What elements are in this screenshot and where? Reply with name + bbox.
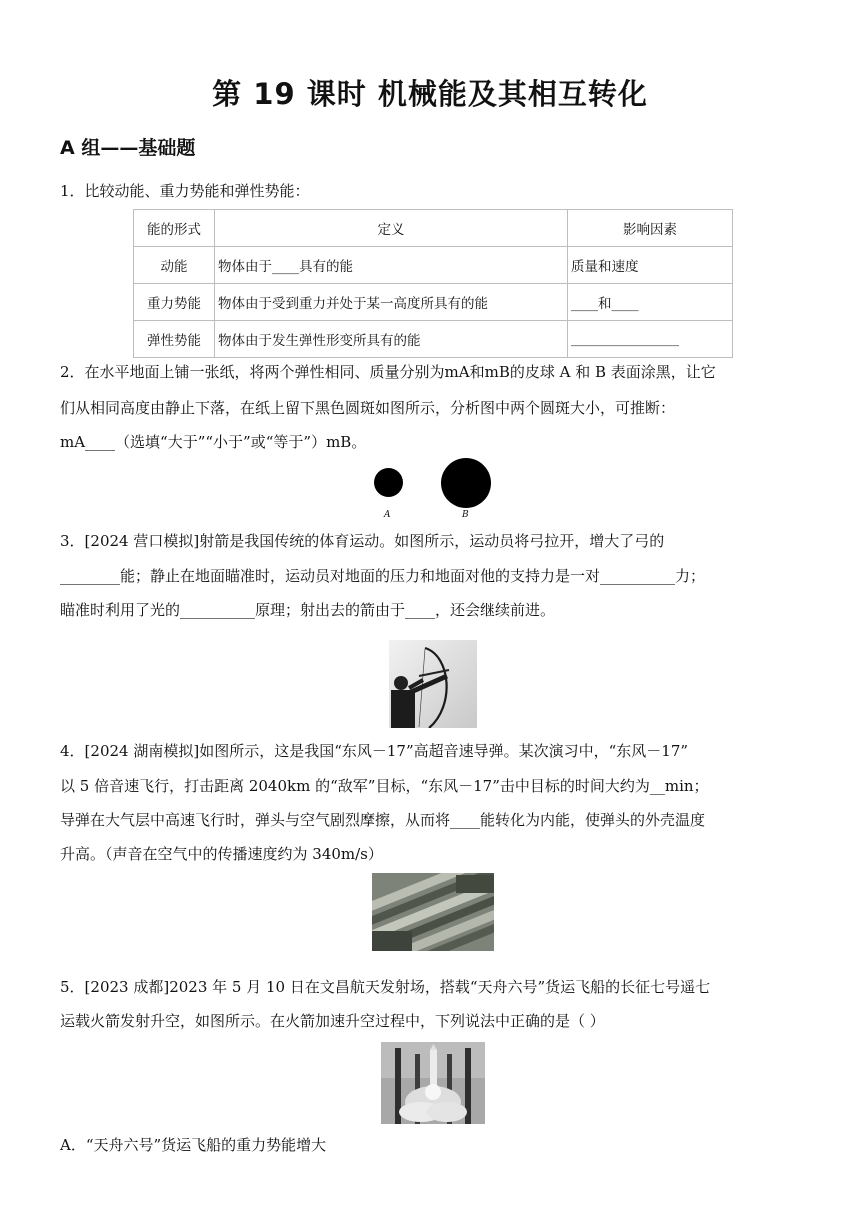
table-cell-factors: ________________ [568,321,733,358]
spot-a-label: A [384,510,391,520]
q3-line-2: ________能；静止在地面瞄准时，运动员对地面的压力和地面对他的支持力是一对__________力； [60,567,706,585]
q1-stem: 1．比较动能、重力势能和弹性势能： [60,182,310,200]
table-cell-factors: 质量和速度 [568,247,733,284]
spot-a [374,468,403,497]
q5-line-2: 运载火箭发射升空，如图所示。在火箭加速升空过程中，下列说法中正确的是（ ） [60,1012,605,1030]
spots-figure [370,458,500,524]
energy-table [133,209,733,358]
table-row [134,321,733,358]
table-row [134,247,733,284]
table-cell-form: 重力势能 [134,284,215,321]
q4-line-1: 4．[2024 湖南模拟]如图所示，这是我国“东风－17”高超音速导弹。某次演习中，“东风－17” [60,742,689,760]
table-cell-definition: 物体由于____具有的能 [215,247,568,284]
missile-image [372,873,494,951]
spot-b [441,458,491,508]
table-header: 影响因素 [568,210,733,247]
q5-line-1: 5．[2023 成都]2023 年 5 月 10 日在文昌航天发射场，搭载“天舟六号”货运飞船的长征七号遥七 [60,978,711,996]
q2-line-2: 们从相同高度由静止下落，在纸上留下黑色圆斑如图所示，分析图中两个圆斑大小，可推断： [60,399,676,417]
q4-line-2: 以 5 倍音速飞行，打击距离 2040km 的“敌军”目标，“东风－17”击中目标的时间大约为__min； [60,777,709,795]
table-cell-definition: 物体由于发生弹性形变所具有的能 [215,321,568,358]
q4-line-4: 升高。（声音在空气中的传播速度约为 340m/s） [60,845,383,863]
q3-line-1: 3．[2024 营口模拟]射箭是我国传统的体育运动。如图所示，运动员将弓拉开，增大了弓的 [60,532,665,550]
q3-line-3: 瞄准时利用了光的__________原理；射出去的箭由于____，还会继续前进。 [60,601,556,619]
q4-line-3: 导弹在大气层中高速飞行时，弹头与空气剧烈摩擦，从而将____能转化为内能，使弹头的外壳温度 [60,811,706,829]
spot-b-label: B [462,510,469,520]
table-cell-definition: 物体由于受到重力并处于某一高度所具有的能 [215,284,568,321]
archer-image [389,640,477,728]
table-cell-factors: ____和____ [568,284,733,321]
q2-line-1: 2．在水平地面上铺一张纸，将两个弹性相同、质量分别为mA和mB的皮球 A 和 B 表面涂黑，让它 [60,363,716,381]
table-cell-form: 动能 [134,247,215,284]
q2-line-3: mA____（选填“大于”“小于”或“等于”）mB。 [60,433,367,451]
table-header: 定义 [215,210,568,247]
page-title: 第 19 课时 机械能及其相互转化 [212,77,648,111]
table-row [134,284,733,321]
table-header-row [134,210,733,247]
table-header: 能的形式 [134,210,215,247]
table-cell-form: 弹性势能 [134,321,215,358]
q5-option-a: A．“天舟六号”货运飞船的重力势能增大 [60,1136,327,1154]
section-heading: A 组——基础题 [60,137,196,159]
rocket-launch-image [381,1042,485,1124]
